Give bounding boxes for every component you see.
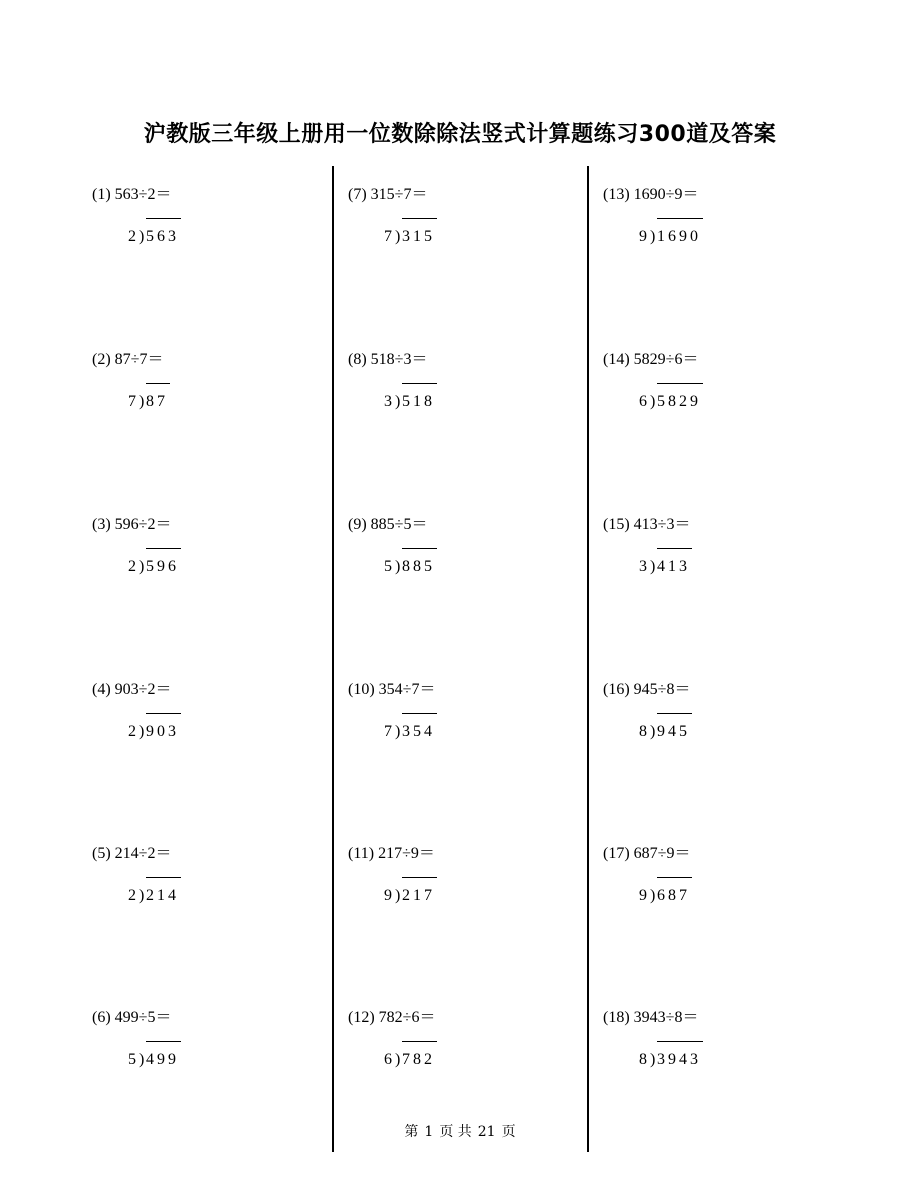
long-division [92,547,322,581]
dividend: 3943 [657,1041,703,1069]
long-division [348,547,578,581]
long-division [348,876,578,910]
footer-prefix: 第 [404,1124,419,1140]
dividend: 315 [402,218,437,246]
column-divider [332,166,334,1152]
divisor: 9 [639,228,647,245]
divisor: 2 [128,887,136,904]
division-bracket: ) [650,887,656,904]
problem-label: (1) 563÷2＝ [92,186,172,203]
problem [603,840,833,960]
problem [348,181,578,301]
dividend: 903 [146,713,181,741]
divisor: 8 [639,723,647,740]
problem [348,676,578,796]
dividend: 885 [402,548,437,576]
dividend: 1690 [657,218,703,246]
division-bracket: ) [139,558,145,575]
problem [603,346,833,466]
long-division [92,712,322,746]
footer-middle: 页 共 [439,1124,472,1140]
divisor: 9 [384,887,392,904]
long-division [603,1040,833,1074]
column-divider [587,166,589,1152]
dividend: 499 [146,1041,181,1069]
division-bracket: ) [395,228,401,245]
divisor: 5 [128,1051,136,1068]
division-bracket: ) [650,723,656,740]
long-division [92,876,322,910]
problem-label: (13) 1690÷9＝ [603,186,699,203]
divisor: 7 [128,393,136,410]
divisor: 9 [639,887,647,904]
problem [348,511,578,631]
problem-label: (12) 782÷6＝ [348,1009,436,1026]
problem-label: (3) 596÷2＝ [92,516,172,533]
problem-label: (11) 217÷9＝ [348,845,435,862]
problem [603,676,833,796]
problem [92,511,322,631]
divisor: 3 [384,393,392,410]
division-bracket: ) [650,393,656,410]
problem [92,181,322,301]
problem-label: (4) 903÷2＝ [92,681,172,698]
problem [92,676,322,796]
long-division [348,382,578,416]
problem [348,346,578,466]
long-division [603,547,833,581]
division-bracket: ) [395,393,401,410]
division-bracket: ) [650,228,656,245]
divisor: 3 [639,558,647,575]
long-division [348,217,578,251]
division-bracket: ) [395,1051,401,1068]
dividend: 87 [146,383,170,411]
problem-label: (10) 354÷7＝ [348,681,436,698]
problem-label: (8) 518÷3＝ [348,351,428,368]
division-bracket: ) [395,723,401,740]
divisor: 7 [384,228,392,245]
problem-label: (16) 945÷8＝ [603,681,691,698]
dividend: 945 [657,713,692,741]
long-division [603,712,833,746]
long-division [603,382,833,416]
divisor: 7 [384,723,392,740]
division-bracket: ) [395,887,401,904]
long-division [348,712,578,746]
division-bracket: ) [139,887,145,904]
divisor: 6 [384,1051,392,1068]
problem [92,840,322,960]
problem [603,511,833,631]
footer-suffix: 页 [501,1124,516,1140]
problem-label: (6) 499÷5＝ [92,1009,172,1026]
problem-label: (9) 885÷5＝ [348,516,428,533]
problem-label: (17) 687÷9＝ [603,845,691,862]
long-division [92,382,322,416]
division-bracket: ) [139,1051,145,1068]
dividend: 782 [402,1041,437,1069]
divisor: 6 [639,393,647,410]
problem [348,840,578,960]
problem [92,346,322,466]
problem [603,181,833,301]
divisor: 2 [128,723,136,740]
dividend: 563 [146,218,181,246]
footer-total-pages: 21 [477,1124,496,1140]
dividend: 518 [402,383,437,411]
problem [603,1004,833,1124]
divisor: 8 [639,1051,647,1068]
division-bracket: ) [650,558,656,575]
problem [92,1004,322,1124]
page-footer [0,1121,920,1141]
problem-label: (18) 3943÷8＝ [603,1009,699,1026]
division-bracket: ) [395,558,401,575]
long-division [603,217,833,251]
long-division [348,1040,578,1074]
dividend: 354 [402,713,437,741]
division-bracket: ) [139,393,145,410]
dividend: 596 [146,548,181,576]
dividend: 687 [657,877,692,905]
problem [348,1004,578,1124]
divisor: 2 [128,228,136,245]
dividend: 214 [146,877,181,905]
page-title: 沪教版三年级上册用一位数除除法竖式计算题练习300道及答案 [143,122,777,147]
long-division [92,1040,322,1074]
footer-page-number: 1 [424,1124,434,1140]
problem-label: (7) 315÷7＝ [348,186,428,203]
long-division [92,217,322,251]
divisor: 5 [384,558,392,575]
dividend: 217 [402,877,437,905]
long-division [603,876,833,910]
problem-label: (2) 87÷7＝ [92,351,164,368]
dividend: 413 [657,548,692,576]
problem-label: (14) 5829÷6＝ [603,351,699,368]
dividend: 5829 [657,383,703,411]
problem-label: (15) 413÷3＝ [603,516,691,533]
divisor: 2 [128,558,136,575]
problem-label: (5) 214÷2＝ [92,845,172,862]
division-bracket: ) [139,723,145,740]
division-bracket: ) [650,1051,656,1068]
division-bracket: ) [139,228,145,245]
